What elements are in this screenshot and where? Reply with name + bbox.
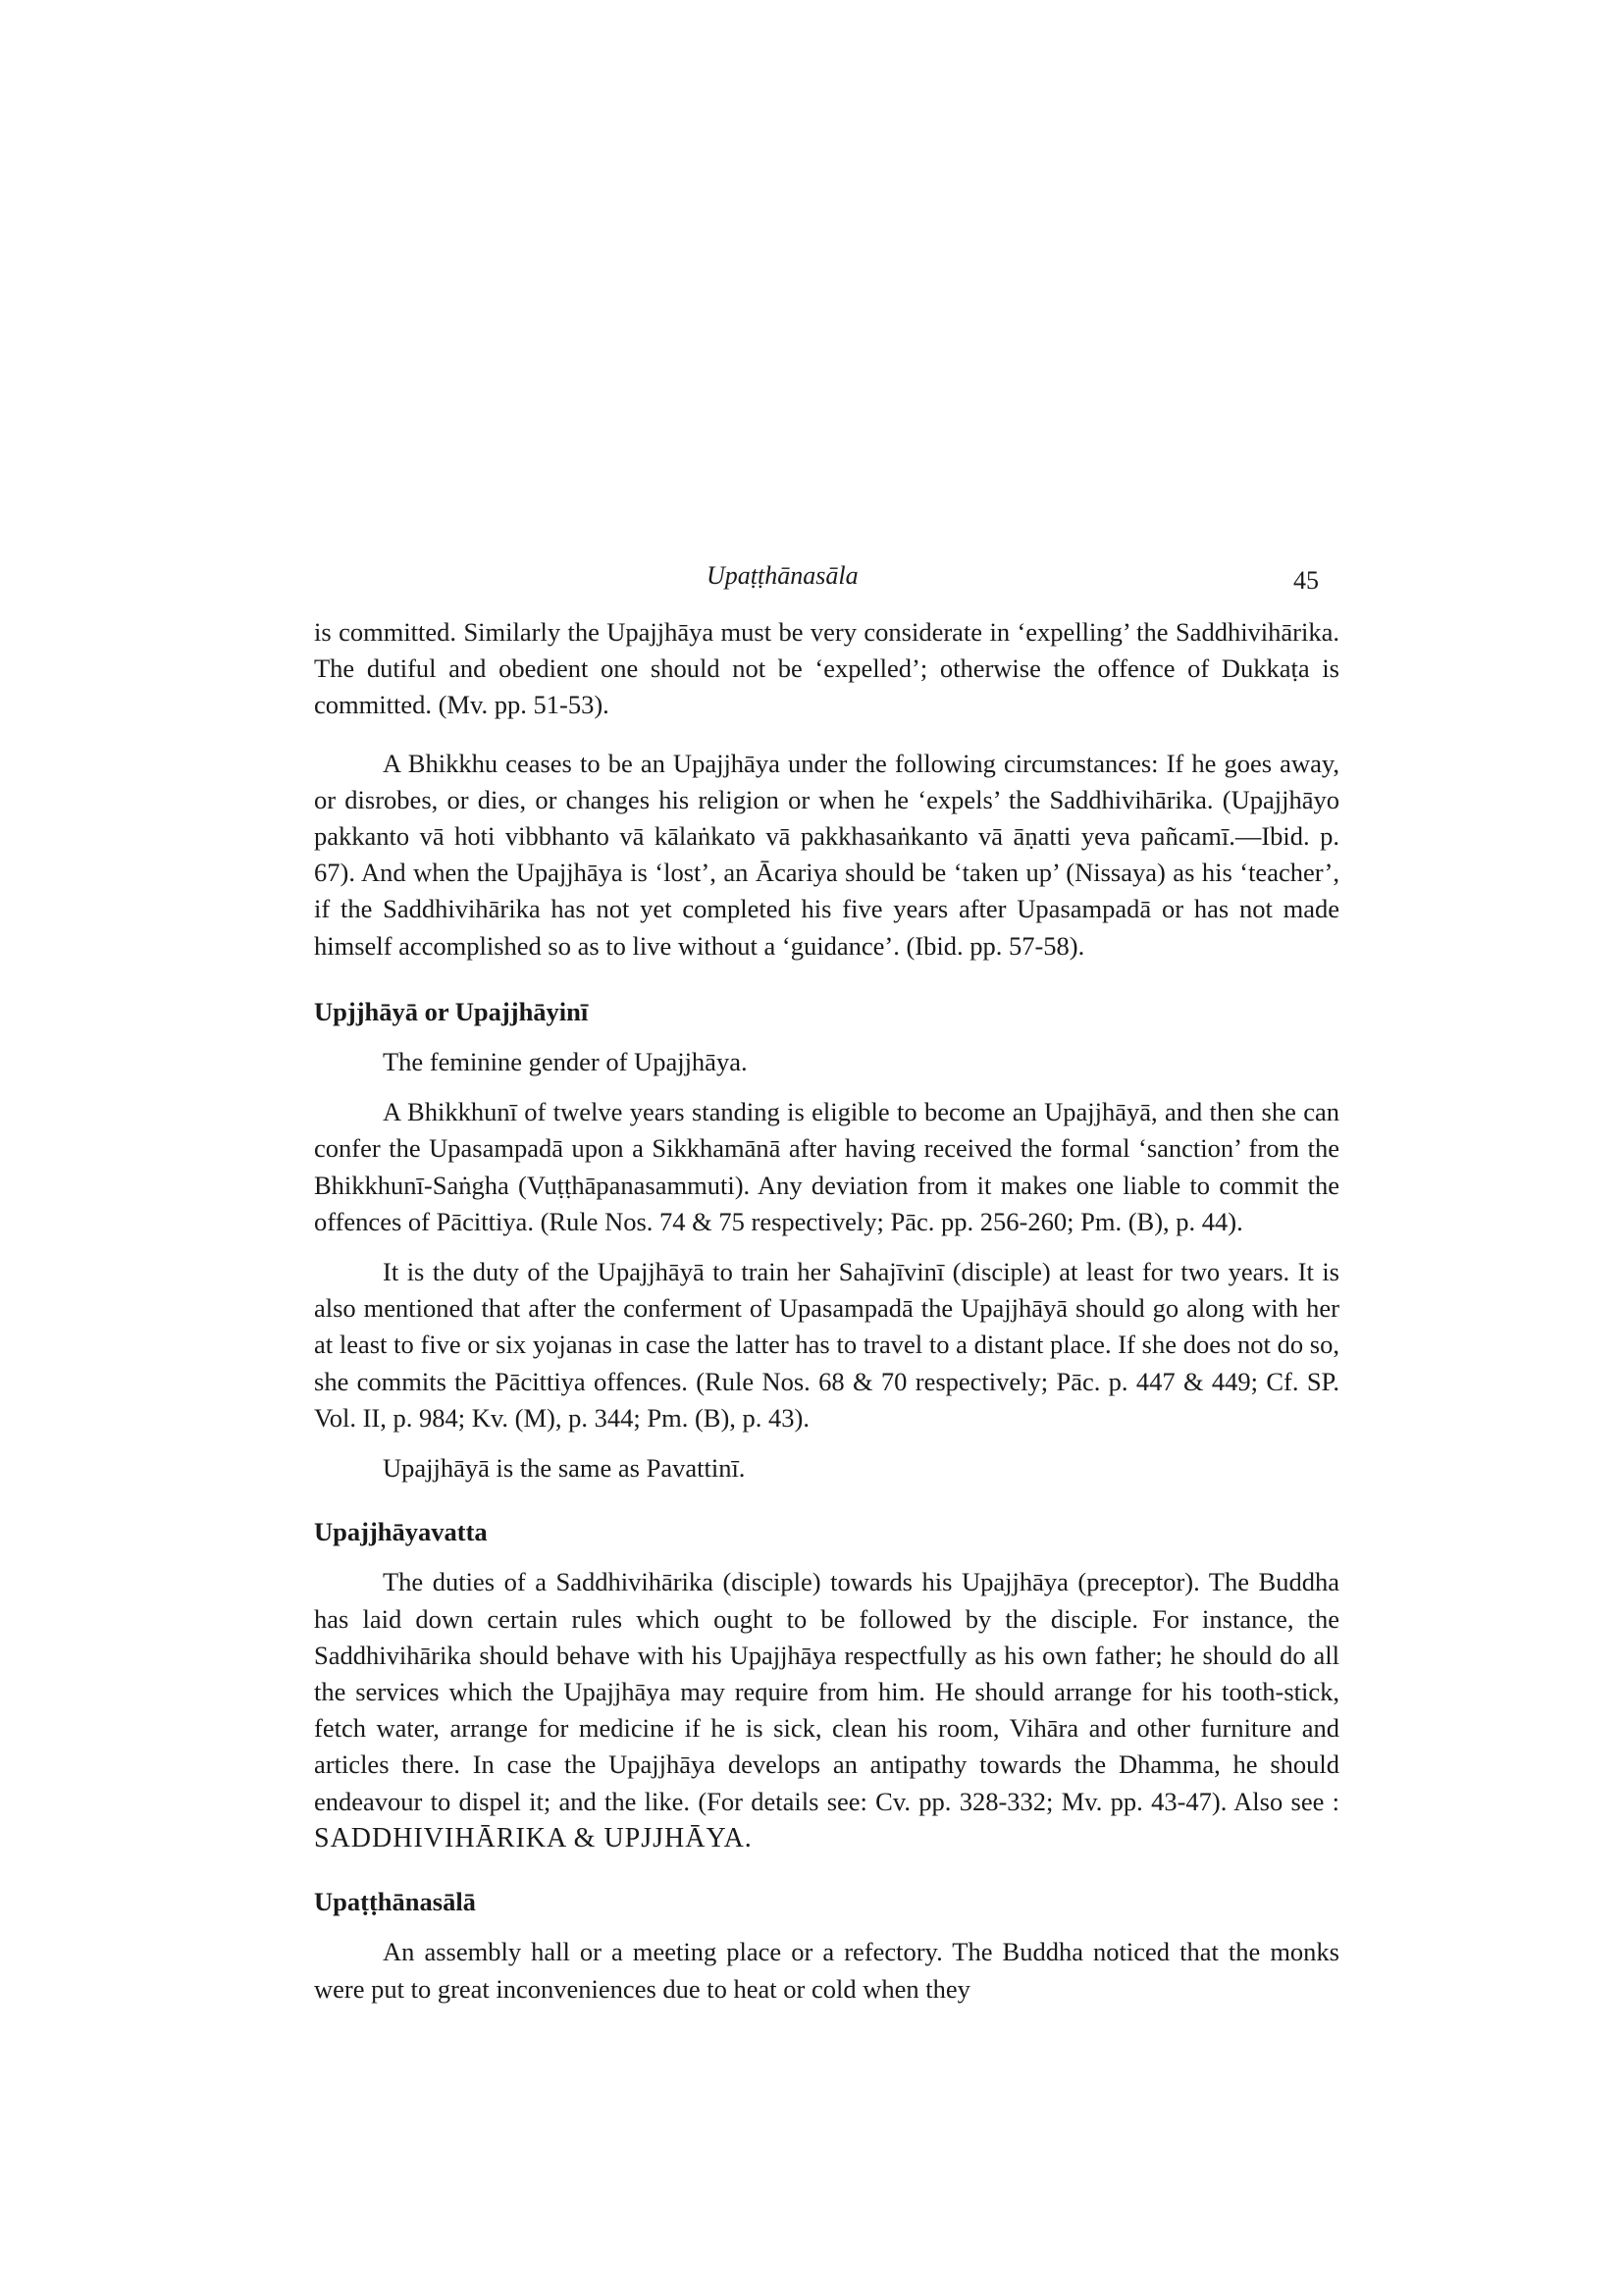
entry-heading-upjjhaya: Upjjhāyā or Upajjhāyinī [314, 996, 589, 1026]
entry-heading-upatthanasala: Upaṭṭhānasālā [314, 1887, 476, 1917]
see-also-reference: SADDHIVIHĀRIKA & UPJJHĀYA. [314, 1822, 753, 1853]
entry-paragraph: The feminine gender of Upajjhāya. [383, 1047, 748, 1077]
body-text [314, 614, 1339, 2008]
continuation-paragraph: is committed. Similarly the Upajjhāya must be very considerate in ‘expelling’ the Saddhivihārika. The dutiful and obedient one should not be ‘expelled’; otherwise the offence of Dukkaṭa is committed. (Mv. pp. 51-53). [314, 617, 1339, 720]
entry-paragraph: It is the duty of the Upajjhāyā to train her Sahajīvinī (disciple) at least for two years. It is also mentioned that after the conferment of Upasampadā the Upajjhāyā should go along with her at least to five or six yojanas in case the latter has to travel to a distant place. If she does not do so, she commits the Pācittiya offences. (Rule Nos. 68 & 70 respectively; Pāc. p. 447 & 449; Cf. SP. Vol. II, p. 984; Kv. (M), p. 344; Pm. (B), p. 43). [314, 1257, 1339, 1433]
entry-heading-upajjhayavatta: Upajjhāyavatta [314, 1517, 488, 1547]
upajjhaya-cessation-paragraph: A Bhikkhu ceases to be an Upajjhāya under the following circumstances: If he goes away, or disrobes, or dies, or changes his religion or when he ‘expels’ the Saddhivihārika. (Upajjhāyo pakkanto vā hoti vibbhanto vā kālaṅkato vā pakkhasaṅkanto vā āṇatti yeva pañcamī.—Ibid. p. 67). And when the Upajjhāya is ‘lost’, an Ācariya should be ‘taken up’ (Nissaya) as his ‘teacher’, if the Saddhivihārika has not yet completed his five years after Upasampadā or has not made himself accomplished so as to live without a ‘guidance’. (Ibid. pp. 57-58). [314, 748, 1339, 961]
entry-paragraph: Upajjhāyā is the same as Pavattinī. [383, 1453, 746, 1484]
entry-paragraph: A Bhikkhunī of twelve years standing is eligible to become an Upajjhāyā, and then she can confer the Upasampadā upon a Sikkhamānā after having received the formal ‘sanction’ from the Bhikkhunī-Saṅgha (Vuṭṭhāpanasammuti). Any deviation from it makes one liable to commit the offences of Pācittiya. (Rule Nos. 74 & 75 respectively; Pāc. pp. 256-260; Pm. (B), p. 44). [314, 1097, 1339, 1236]
page-number: 45 [1293, 566, 1319, 595]
entry-paragraph: An assembly hall or a meeting place or a refectory. The Buddha noticed that the monks were put to great inconveniences due to heat or cold when they [314, 1937, 1339, 2004]
entry-paragraph-text: The duties of a Saddhivihārika (disciple) towards his Upajjhāya (preceptor). The Buddha has laid down certain rules which ought to be followed by the disciple. For instance, the Saddhivihārika should behave with his Upajjhāya respectfully as his own father; he should do all the services which the Upajjhāya may require from him. He should arrange for his tooth-stick, fetch water, arrange for medicine if he is sick, clean his room, Vihāra and other furniture and articles there. In case the Upajjhāya develops an antipathy towards the Dhamma, he should endeavour to dispel it; and the like. (For details see: Cv. pp. 328-332; Mv. pp. 43-47). Also see : [314, 1567, 1339, 1816]
running-title: Upaṭṭhānasāla [707, 561, 859, 590]
entry-paragraph [314, 1564, 1339, 1856]
